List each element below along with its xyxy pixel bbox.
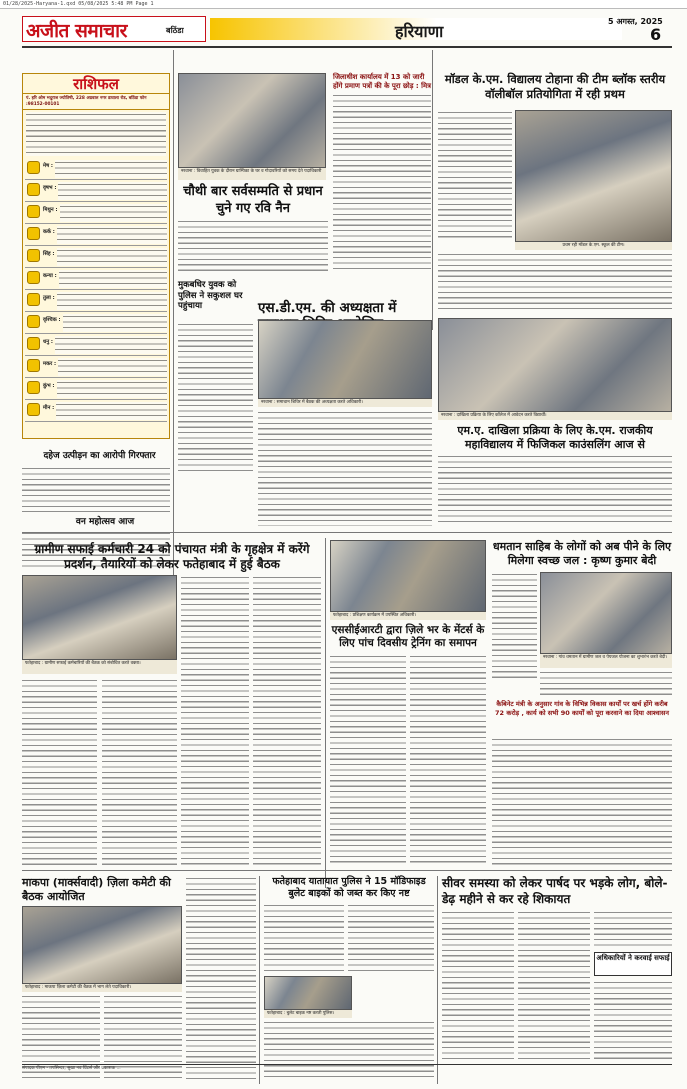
rashifal-box: [22, 73, 170, 439]
rashi-row: [25, 378, 167, 400]
rashi-row: [25, 312, 167, 334]
rashi-text: [57, 292, 167, 310]
sewer-headline: सीवर समस्या को लेकर पार्षद पर भड़के लोग, बोले-डेढ़ महीने से कर रहे शिकायत: [442, 876, 668, 906]
sewer-body-c: [594, 910, 672, 950]
rashi-name: मीन :: [43, 405, 55, 411]
volleyball-headline: मॉडल के.एम. विद्यालय टोहाना की टीम ब्लॉक स्तरीय वॉलीबॉल प्रतियोगिता में रही प्रथम: [444, 72, 666, 101]
volleyball-photo: [515, 110, 672, 242]
section-title: हरियाणा: [395, 22, 444, 41]
masters-headline: एससीईआरटी द्वारा ज़िले भर के मेंटर्स के लिए पांच दिवसीय ट्रेनिंग का समापन: [331, 624, 485, 649]
masters-photo-caption: फतेहाबाद : प्रशिक्षण कार्यक्रम में उपस्थित अधिकारी।: [330, 612, 486, 620]
missing-youth-box: [178, 280, 253, 320]
column-rule-3: [325, 538, 326, 888]
rashi-row: [25, 268, 167, 290]
rural-workers-body-d: [253, 575, 321, 865]
water-headline: धमतान साहिब के लोगों को अब पीने के लिए मिलेगा स्वच्छ जल : कृष्ण कुमार बेदी: [492, 540, 672, 567]
sdm-headline: एस.डी.एम. की अध्यक्षता में: [258, 300, 397, 316]
masthead: [22, 14, 672, 44]
section-rule-mid: [22, 532, 672, 533]
water-photo-caption: नरवाना : गांव धमतान में ग्रामीण जल व पेयजल योजना का शुभारंभ करते बेदी।: [540, 654, 672, 668]
sewer-body-a: [442, 910, 514, 1060]
masters-body-b: [410, 654, 486, 866]
column-rule-1: [173, 50, 174, 575]
dowry-body: [22, 466, 170, 512]
sewer-inset-box: [594, 952, 672, 976]
zodiac-sign-icon: [27, 315, 40, 328]
rashi-text: [59, 270, 167, 288]
bullet-photo-caption: फतेहाबाद : बुलेट बाइक नष्ट करती पुलिस।: [264, 1010, 352, 1018]
masters-body-a: [330, 654, 406, 866]
sdm-photo-caption: नरवाना : समाधान शिविर में बैठक की अध्यक्षता करते अधिकारी।: [258, 399, 432, 407]
bullet-photo: [264, 976, 352, 1010]
rashi-row: [25, 246, 167, 268]
paper-name: अजीत समाचार: [26, 20, 127, 42]
zodiac-sign-icon: [27, 359, 40, 372]
admission-headline: एम.ए. दाखिला प्रक्रिया के लिए के.एम. राजकीय महाविद्यालय में फिजिकल काउंसलिंग आज से: [457, 424, 653, 451]
rashi-name: वृश्चिक :: [43, 317, 61, 323]
lead-center-body: [333, 93, 431, 269]
rural-workers-photo-caption: फतेहाबाद : ग्रामीण सफाई कर्मचारियों की बैठक को संबोधित करते वक्ता।: [22, 660, 177, 674]
rural-workers-body-a: [22, 678, 97, 868]
rashi-text: [57, 380, 167, 398]
scan-info-bar: [0, 0, 687, 9]
rashi-name: धनु :: [43, 339, 53, 345]
rashifal-title: राशिफल: [23, 74, 169, 94]
page-number: 6: [650, 25, 662, 44]
water-body-b: [540, 670, 672, 696]
bullet-body-a: [264, 903, 344, 973]
rural-workers-body-b: [102, 678, 177, 868]
issue-date: 5 अगस्त, 2025: [608, 17, 663, 26]
rural-workers-headline: ग्रामीण सफाई कर्मचारी 24 को पंचायत मंत्री के गृहक्षेत्र में करेंगे प्रदर्शन, तैयारियों को लेकर फतेहाबाद में हुई बैठक: [34, 542, 310, 571]
lead-center-headline: जिलाधीश कार्यालय में 13 को जारी होंगे प्रमाण पत्रों की के पूरा छोड़ : मित्र: [333, 73, 432, 90]
sdm-photo: [258, 320, 432, 399]
rashi-row: [25, 202, 167, 224]
vice-chair-body: [178, 219, 328, 275]
rashi-text: [58, 358, 167, 376]
vice-chair-photo: [178, 73, 326, 168]
masthead-rule: [22, 46, 672, 48]
rashi-text: [58, 182, 167, 200]
zodiac-sign-icon: [27, 293, 40, 306]
edition-label: बठिंडा: [166, 26, 184, 35]
zodiac-sign-icon: [27, 161, 40, 174]
scan-info-text: 01/28/2025-Haryana-1.qxd 05/08/2025 5:48 PM Page 1: [3, 1, 154, 7]
rashi-row: [25, 158, 167, 180]
section-banner: [210, 18, 622, 40]
footer-imprint: संपादक पीएम - तपसिन्दर, सुखा नव प्रिंटर्स और प्रकाशक ...: [22, 1066, 121, 1071]
rashi-text: [60, 204, 167, 222]
sewer-body-b: [518, 910, 590, 1060]
cpm-photo: [22, 906, 182, 984]
rashi-text: [55, 160, 167, 178]
cpm-headline: माकपा (मार्क्सवादी) ज़िला कमेटी की बैठक आयोजित: [22, 876, 171, 903]
masters-photo: [330, 540, 486, 612]
zodiac-sign-icon: [27, 205, 40, 218]
rashi-name: कन्या :: [43, 273, 57, 279]
section-rule-low: [22, 870, 672, 871]
rashi-text: [56, 402, 167, 420]
rashi-name: कर्क :: [43, 229, 55, 235]
cpm-photo-caption: फतेहाबाद : माकपा ज़िला कमेटी की बैठक में भाग लेते पदाधिकारी।: [22, 984, 182, 992]
rashifal-sign-list: [23, 158, 169, 422]
rashi-name: तुला :: [43, 295, 55, 301]
rashi-row: [25, 334, 167, 356]
admission-photo: [438, 318, 672, 412]
volleyball-photo-caption: प्रथम रही मॉडल के.एम. स्कूल की टीम।: [515, 242, 672, 250]
volleyball-body-right: [438, 252, 672, 312]
forest-headline: वन महोत्सव आज: [75, 517, 135, 527]
dowry-headline: दहेज उत्पीड़न का आरोपी गिरफ्तार: [43, 451, 156, 461]
rashi-text: [55, 336, 167, 354]
rashi-text: [63, 314, 167, 332]
sewer-body-d: [594, 980, 672, 1060]
rashi-name: कुंभ :: [43, 383, 55, 389]
rashifal-byline: पं. हरि ओम भदु्राज ज्योतिषी, 228 अग्रवाल नगर डावाला रोड, बठिंडा फोन :98152-00101: [23, 94, 169, 110]
column-rule-4: [259, 876, 260, 1084]
rashi-text: [57, 248, 168, 266]
vice-chair-headline: चौथी बार सर्वसम्मति से प्रधान चुने गए रवि नैन: [183, 184, 323, 216]
rashi-row: [25, 356, 167, 378]
vice-chair-photo-caption: नरवाना : विवाहित युवक के दौरान ग्राम्यिका के घर व गोदावरियों को समय देते पदाधिकारी: [178, 168, 326, 180]
cpm-body-c: [186, 876, 256, 1082]
rashi-name: मकर :: [43, 361, 57, 367]
missing-youth-headline: मुकबधिर युवक को पुलिस ने सकुशल घर पहुंचाया: [178, 280, 243, 311]
water-body-a: [492, 572, 537, 682]
zodiac-sign-icon: [27, 183, 40, 196]
water-photo: [540, 572, 672, 654]
water-subheadline: कैबिनेट मंत्री के अनुसार गांव के विभिन्न विकास कार्यों पर खर्च होंगे करीब 72 करोड़ ‚ कार्य को सभी 90 कार्यों को पूरा करवाने का दिया आश्वासन: [495, 700, 669, 717]
column-rule-5: [437, 876, 438, 1084]
paper-logo-box: [22, 16, 206, 42]
rashi-row: [25, 400, 167, 422]
zodiac-sign-icon: [27, 403, 40, 416]
sdm-body: [258, 410, 432, 526]
footer-rule: [22, 1064, 672, 1065]
rashifal-intro: [26, 112, 166, 156]
rashi-name: मेष :: [43, 163, 53, 169]
admission-photo-caption: नरवाना : दाखिला प्रक्रिया के लिए कॉलेज में आवेदन करते विद्यार्थी।: [438, 412, 672, 420]
rashi-name: मिथुन :: [43, 207, 58, 213]
bullet-headline: फतेहाबाद यातायात पुलिस ने 15 मॉडिफाइड बुलेट बाइकों को जब्त कर किए नष्ट: [272, 876, 426, 899]
zodiac-sign-icon: [27, 271, 40, 284]
rashi-text: [57, 226, 167, 244]
missing-youth-body: [178, 322, 253, 472]
bullet-body-b: [348, 903, 434, 973]
rashi-row: [25, 290, 167, 312]
rashi-name: वृषभ :: [43, 185, 57, 191]
zodiac-sign-icon: [27, 227, 40, 240]
column-rule-2: [432, 50, 433, 330]
zodiac-sign-icon: [27, 337, 40, 350]
rashi-row: [25, 180, 167, 202]
zodiac-sign-icon: [27, 249, 40, 262]
rashi-row: [25, 224, 167, 246]
water-body-c: [492, 737, 672, 867]
rural-workers-body-c: [181, 575, 249, 865]
rashi-name: सिंह :: [43, 251, 55, 257]
rural-workers-photo: [22, 575, 177, 660]
sewer-inset-title: अधिकारियों ने करवाई सफाई: [596, 954, 670, 962]
volleyball-body-left: [438, 110, 512, 238]
zodiac-sign-icon: [27, 381, 40, 394]
admission-body: [438, 454, 672, 524]
